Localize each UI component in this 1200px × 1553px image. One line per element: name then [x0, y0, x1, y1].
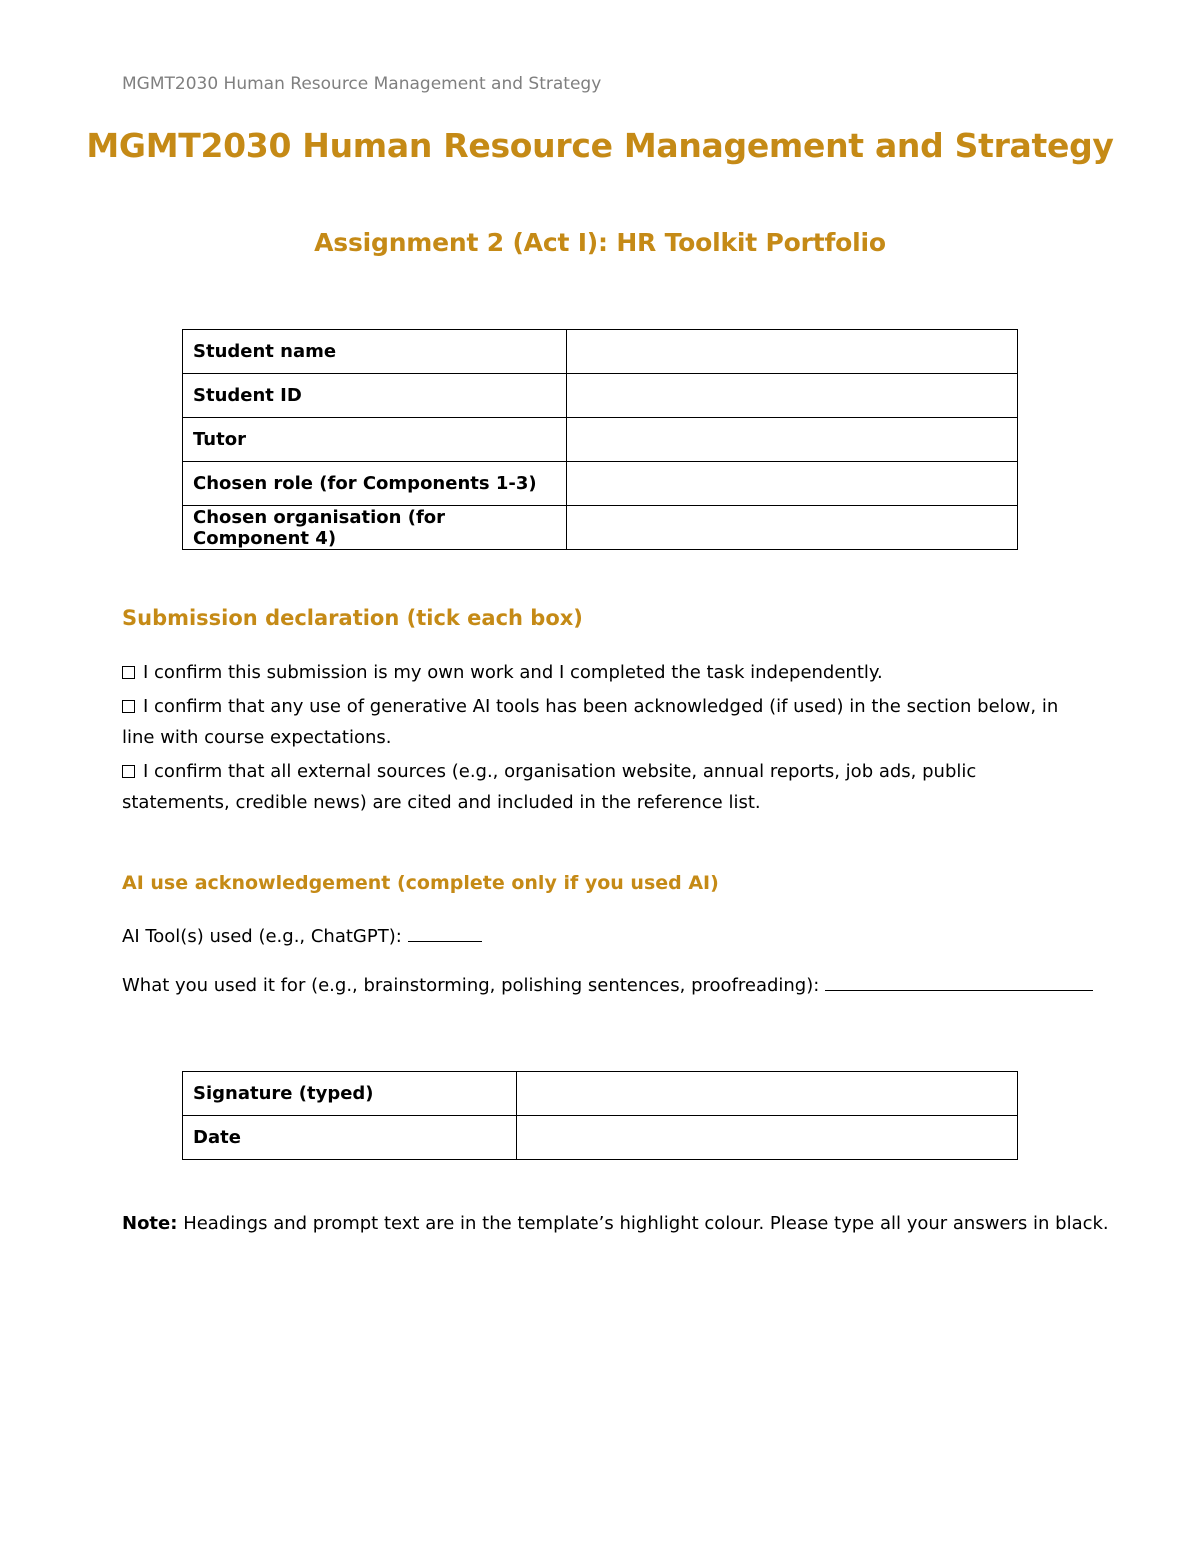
declaration-item-own-work — [122, 657, 1072, 688]
student-name-label: Student name — [183, 330, 567, 374]
declaration-item-ai-acknowledged — [122, 691, 1072, 753]
declaration-text: I confirm that any use of generative AI tools has been acknowledged (if used) in the section below, in line with course expectations. — [122, 696, 1059, 748]
tutor-label: Tutor — [183, 418, 567, 462]
student-id-label: Student ID — [183, 374, 567, 418]
document-title: MGMT2030 Human Resource Management and Strategy — [86, 126, 1114, 165]
declaration-text: I confirm this submission is my own work and I completed the task independently. — [143, 662, 883, 683]
table-row — [183, 418, 1018, 462]
checkbox[interactable] — [122, 765, 135, 778]
ai-tool-prompt — [122, 925, 482, 947]
table-row — [183, 1072, 1018, 1116]
signature-label: Signature (typed) — [183, 1072, 517, 1116]
ai-purpose-prompt — [122, 974, 1093, 996]
date-label: Date — [183, 1116, 517, 1160]
checkbox[interactable] — [122, 666, 135, 679]
student-id-field[interactable] — [567, 374, 1018, 418]
ai-purpose-blank[interactable] — [825, 974, 1093, 991]
checkbox[interactable] — [122, 700, 135, 713]
student-details-table — [182, 329, 1018, 550]
declaration-item-sources-cited — [122, 756, 1072, 818]
chosen-organisation-label: Chosen organisation (for Component 4) — [183, 506, 567, 550]
date-field[interactable] — [517, 1116, 1018, 1160]
table-row — [183, 1116, 1018, 1160]
table-row — [183, 462, 1018, 506]
ai-tool-label: AI Tool(s) used (e.g., ChatGPT): — [122, 926, 402, 947]
ai-tool-blank[interactable] — [408, 925, 482, 942]
ai-purpose-label: What you used it for (e.g., brainstorming, polishing sentences, proofreading): — [122, 975, 820, 996]
signature-table — [182, 1071, 1018, 1160]
chosen-organisation-field[interactable] — [567, 506, 1018, 550]
chosen-role-label: Chosen role (for Components 1-3) — [183, 462, 567, 506]
declaration-text: I confirm that all external sources (e.g., organisation website, annual reports, job ads, public statements, credible news) are cited and included in the reference list. — [122, 761, 977, 813]
table-row — [183, 374, 1018, 418]
note-text: Headings and prompt text are in the template’s highlight colour. Please type all your answers in black. — [183, 1213, 1109, 1234]
running-header: MGMT2030 Human Resource Management and Strategy — [122, 74, 602, 94]
declaration-heading: Submission declaration (tick each box) — [122, 606, 583, 630]
table-row — [183, 330, 1018, 374]
note-label: Note: — [122, 1213, 178, 1234]
tutor-field[interactable] — [567, 418, 1018, 462]
document-subtitle: Assignment 2 (Act I): HR Toolkit Portfolio — [314, 228, 886, 257]
ai-acknowledgement-heading: AI use acknowledgement (complete only if you used AI) — [122, 872, 719, 894]
chosen-role-field[interactable] — [567, 462, 1018, 506]
signature-field[interactable] — [517, 1072, 1018, 1116]
table-row — [183, 506, 1018, 550]
student-name-field[interactable] — [567, 330, 1018, 374]
note — [122, 1213, 1109, 1234]
